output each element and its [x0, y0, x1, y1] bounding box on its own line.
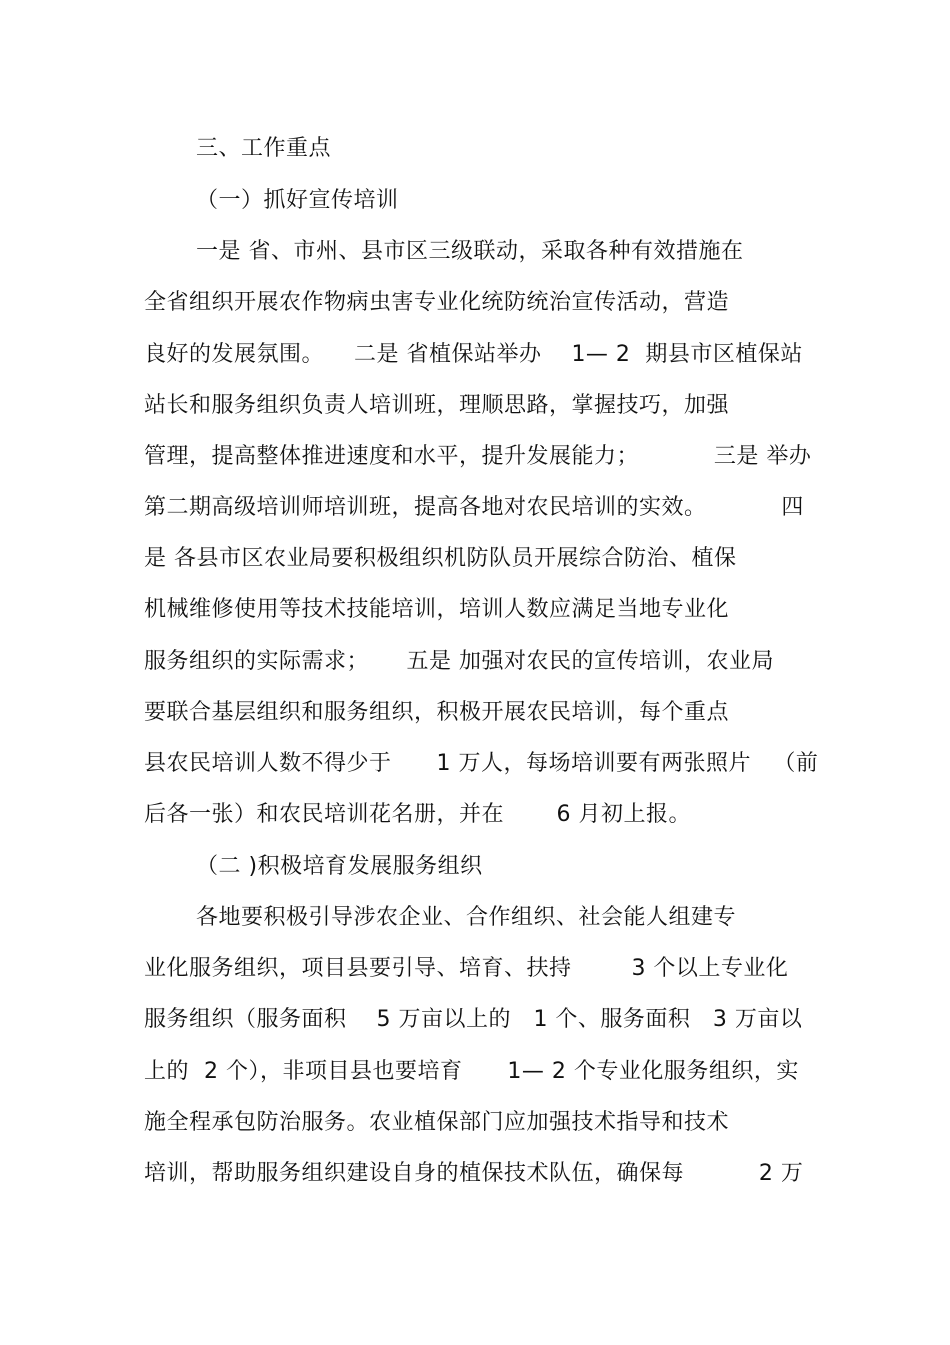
paragraph-line: 良好的发展氛围。 二是 省植保站举办 1— 2 期县市区植保站	[144, 342, 803, 367]
paragraph-line: 县农民培训人数不得少于 1 万人，每场培训要有两张照片 （前	[144, 751, 819, 776]
paragraph-line: 一是 省、市州、县市区三级联动，采取各种有效措施在	[196, 239, 744, 264]
paragraph-line: 施全程承包防治服务。农业植保部门应加强技术指导和技术	[144, 1110, 730, 1135]
paragraph-line: 服务组织（服务面积 5 万亩以上的 1 个、服务面积 3 万亩以	[144, 1007, 803, 1032]
paragraph-line: 服务组织的实际需求； 五是 加强对农民的宣传培训，农业局	[144, 649, 774, 674]
paragraph-line: 机械维修使用等技术技能培训，培训人数应满足当地专业化	[144, 597, 730, 622]
paragraph-line: 管理，提高整体推进速度和水平，提升发展能力； 三是 举办	[144, 444, 812, 469]
paragraph-line: 各地要积极引导涉农企业、合作组织、社会能人组建专	[196, 905, 737, 930]
paragraph-line: 上的 2 个），非项目县也要培育 1— 2 个专业化服务组织，实	[144, 1059, 799, 1084]
paragraph-line: 是 各县市区农业局要积极组织机防队员开展综合防治、植保	[144, 546, 737, 571]
paragraph-line: 要联合基层组织和服务组织，积极开展农民培训，每个重点	[144, 700, 730, 725]
paragraph-line: 全省组织开展农作物病虫害专业化统防统治宣传活动，营造	[144, 290, 730, 315]
paragraph-line: 后各一张）和农民培训花名册，并在 6 月初上报。	[144, 802, 691, 827]
section-heading: 三、工作重点	[196, 136, 332, 161]
subsection-heading: （一）抓好宣传培训	[196, 188, 399, 213]
paragraph-line: 培训，帮助服务组织建设自身的植保技术队伍，确保每 2 万	[144, 1161, 804, 1186]
paragraph-line: 站长和服务组织负责人培训班，理顺思路，掌握技巧，加强	[144, 393, 730, 418]
paragraph-line: 第二期高级培训师培训班，提高各地对农民培训的实效。 四	[144, 495, 804, 520]
subsection-heading: （二 )积极培育发展服务组织	[196, 854, 483, 879]
paragraph-line: 业化服务组织，项目县要引导、培育、扶持 3 个以上专业化	[144, 956, 789, 981]
